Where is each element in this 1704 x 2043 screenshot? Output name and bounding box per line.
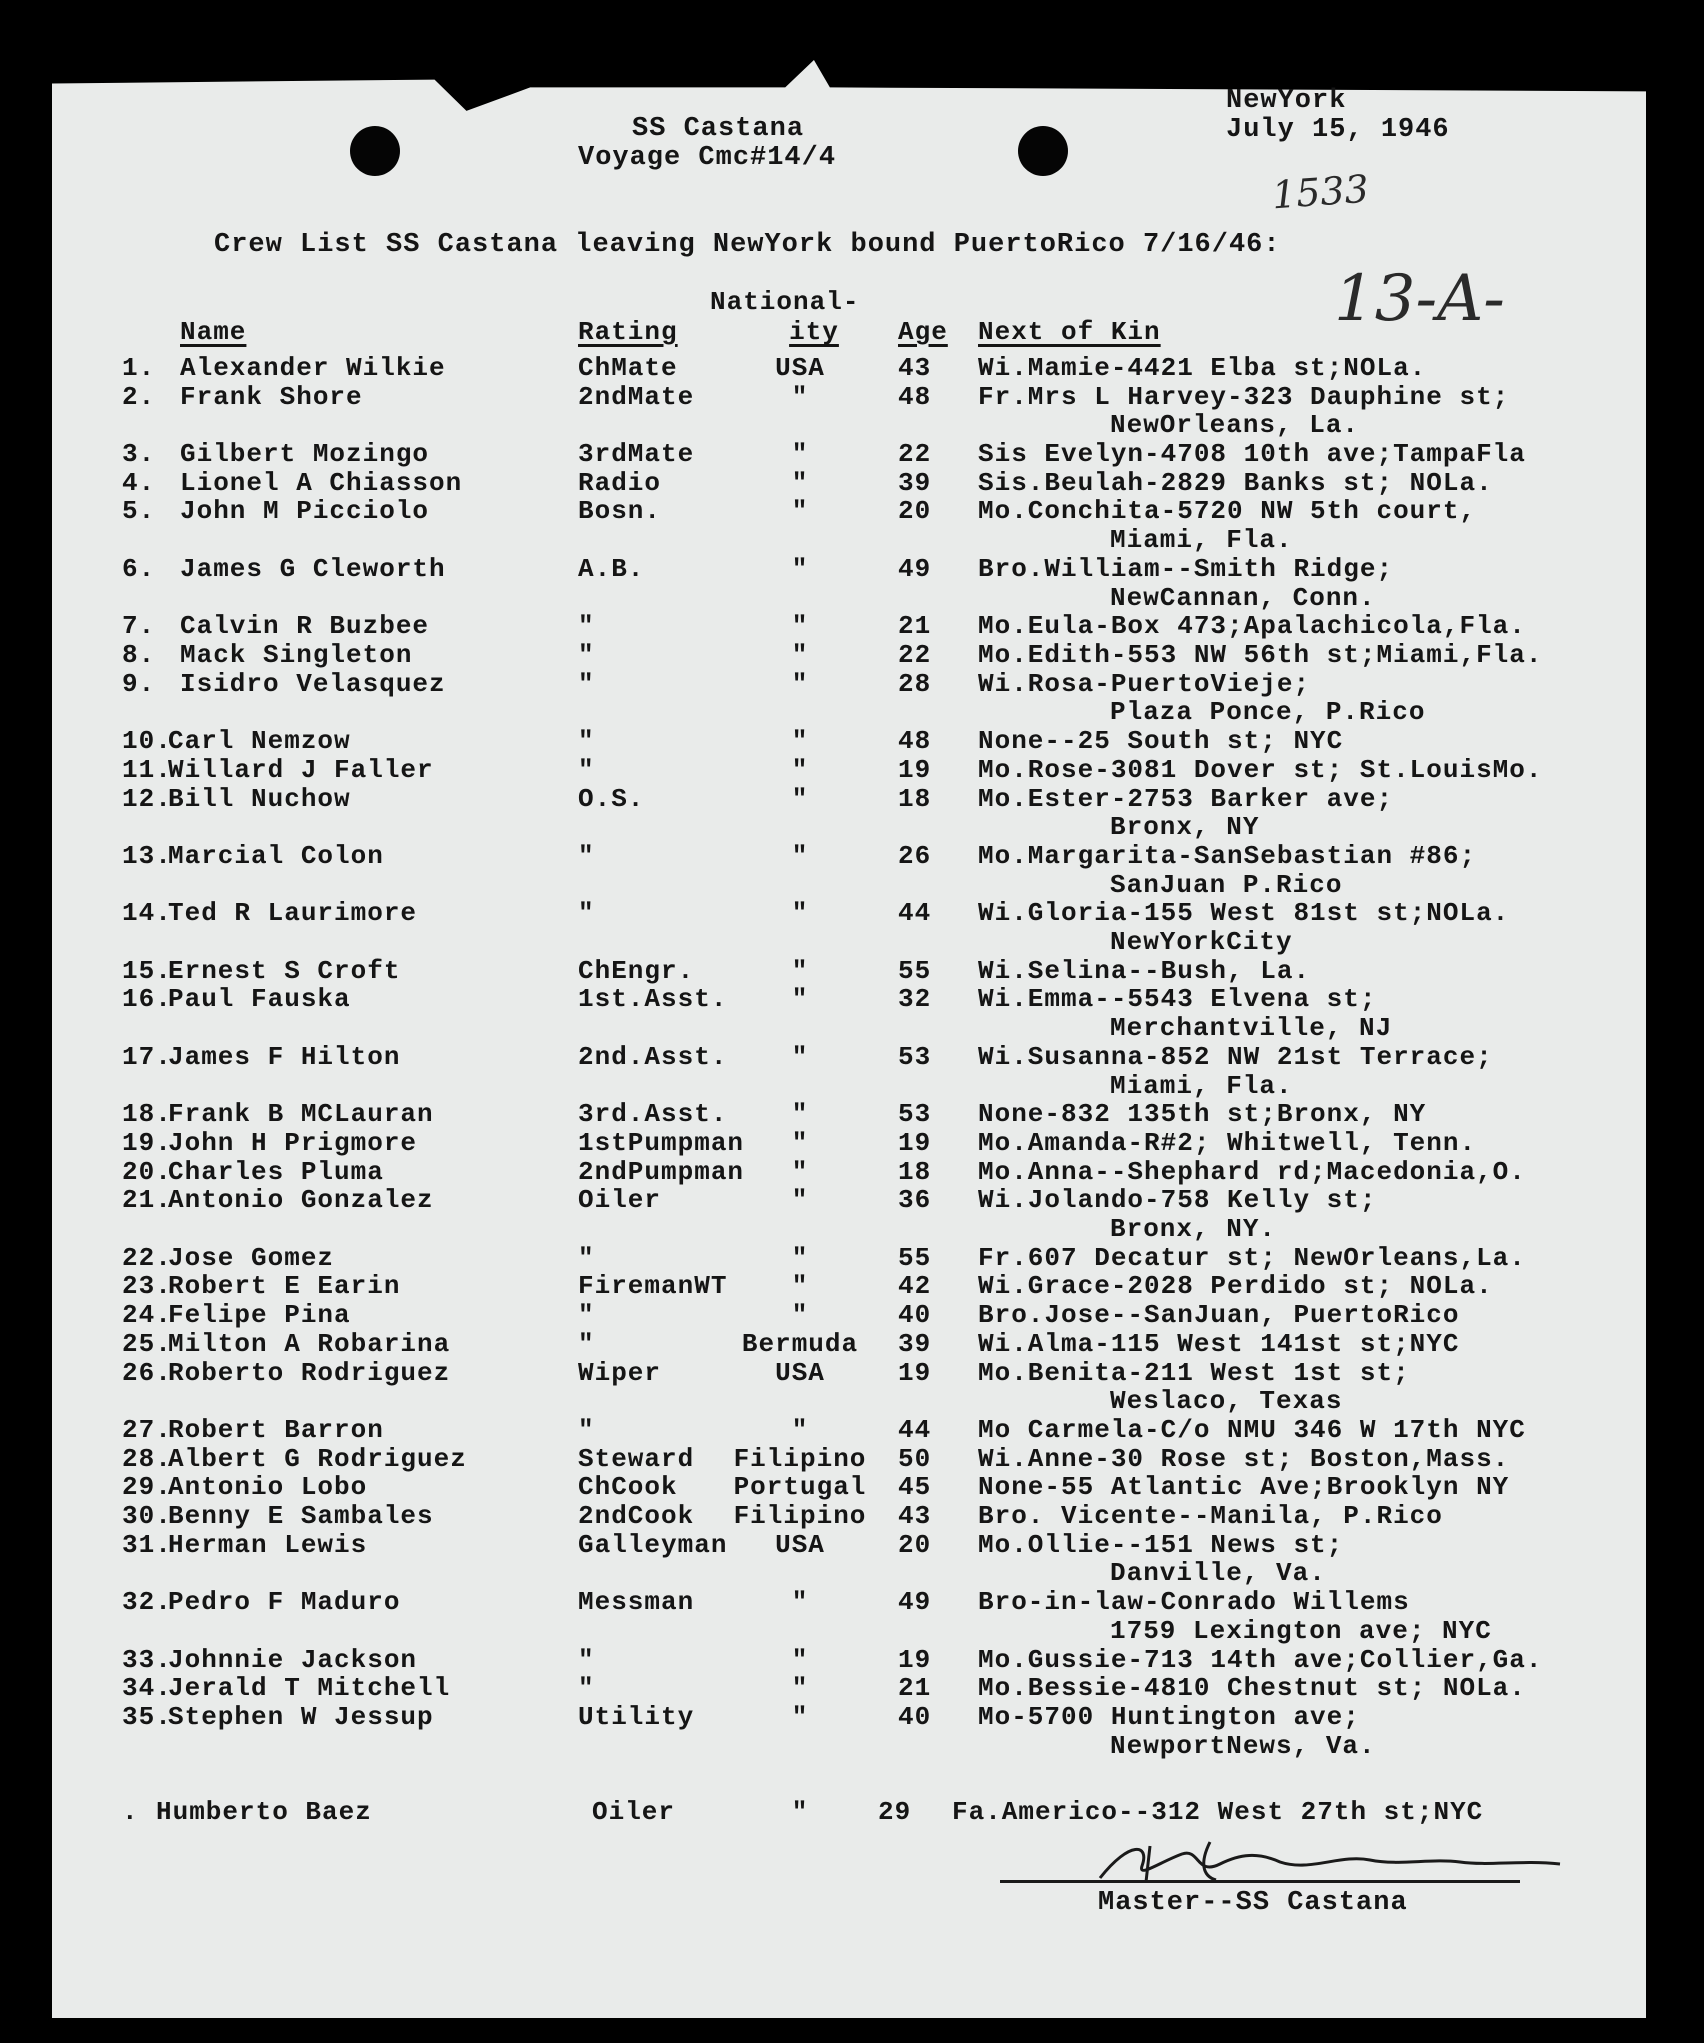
crew-row [0, 1244, 1704, 1272]
crew-name: Stephen W Jessup [168, 1702, 434, 1732]
crew-next-of-kin: Wi.Rosa-PuertoVieje; [978, 669, 1311, 699]
crew-name: Paul Fauska [168, 984, 351, 1014]
crew-row [0, 670, 1704, 698]
extra-number: . [122, 1797, 139, 1827]
column-header-nationality: ity [789, 317, 839, 347]
crew-next-of-kin: Wi.Alma-115 West 141st st;NYC [978, 1329, 1460, 1359]
crew-age: 19 [898, 1358, 932, 1388]
crew-row [0, 1588, 1704, 1616]
crew-rating: Radio [578, 468, 662, 498]
crew-nationality: " [791, 382, 809, 412]
crew-nationality: " [791, 1673, 809, 1703]
crew-next-of-kin-continued: NewOrleans, La. [1110, 410, 1360, 440]
crew-age: 19 [898, 755, 932, 785]
crew-number: 8. [122, 640, 156, 670]
crew-name: James G Cleworth [180, 554, 446, 584]
crew-nationality: Filipino [733, 1501, 867, 1531]
crew-number: 15. [122, 956, 172, 986]
crew-next-of-kin: Bro.William--Smith Ridge; [978, 554, 1394, 584]
crew-nationality: " [791, 1702, 809, 1732]
crew-next-of-kin-continued: Bronx, NY [1110, 812, 1260, 842]
crew-number: 19. [122, 1128, 172, 1158]
crew-number: 11. [122, 755, 172, 785]
crew-age: 19 [898, 1645, 932, 1675]
crew-nationality: " [791, 1128, 809, 1158]
crew-rating: " [578, 755, 595, 785]
crew-name: Robert E Earin [168, 1271, 401, 1301]
crew-rating: " [578, 841, 595, 871]
master-signature [1090, 1832, 1570, 1894]
crew-rating: Utility [578, 1702, 695, 1732]
crew-age: 21 [898, 611, 932, 641]
crew-rating: " [578, 1415, 595, 1445]
crew-nationality: " [791, 726, 809, 756]
column-header-rating: Rating [578, 317, 678, 347]
crew-age: 48 [898, 726, 932, 756]
crew-next-of-kin: Fr.Mrs L Harvey-323 Dauphine st; [978, 382, 1510, 412]
crew-nationality: " [791, 1645, 809, 1675]
crew-nationality: " [791, 554, 809, 584]
crew-number: 4. [122, 468, 156, 498]
crew-rating: " [578, 1329, 595, 1359]
signature-line [1000, 1880, 1520, 1883]
crew-name: Herman Lewis [168, 1530, 368, 1560]
crew-row [0, 1186, 1704, 1214]
crew-next-of-kin: Sis.Beulah-2829 Banks st; NOLa. [978, 468, 1493, 498]
crew-row [0, 440, 1704, 468]
crew-age: 20 [898, 1530, 932, 1560]
crew-number: 7. [122, 611, 156, 641]
crew-nationality: " [791, 1587, 809, 1617]
crew-number: 10. [122, 726, 172, 756]
crew-number: 5. [122, 496, 156, 526]
crew-number: 17. [122, 1042, 172, 1072]
crew-nationality: " [791, 468, 809, 498]
crew-next-of-kin-continued: NewCannan, Conn. [1110, 583, 1376, 613]
crew-age: 48 [898, 382, 932, 412]
crew-name: James F Hilton [168, 1042, 401, 1072]
crew-name: Alexander Wilkie [180, 353, 446, 383]
crew-name: Antonio Lobo [168, 1472, 368, 1502]
crew-next-of-kin: Mo.Amanda-R#2; Whitwell, Tenn. [978, 1128, 1477, 1158]
crew-age: 18 [898, 784, 932, 814]
crew-nationality: " [791, 640, 809, 670]
crew-number: 9. [122, 669, 156, 699]
crew-number: 21. [122, 1185, 172, 1215]
crew-nationality: " [791, 496, 809, 526]
crew-name: Pedro F Maduro [168, 1587, 401, 1617]
column-header-next-of-kin: Next of Kin [978, 317, 1161, 347]
crew-nationality: " [791, 1042, 809, 1072]
header-date: July 15, 1946 [1226, 115, 1450, 145]
crew-rating: " [578, 726, 595, 756]
crew-number: 6. [122, 554, 156, 584]
crew-name: Milton A Robarina [168, 1329, 451, 1359]
crew-next-of-kin: Mo Carmela-C/o NMU 346 W 17th NYC [978, 1415, 1526, 1445]
crew-row [0, 957, 1704, 985]
crew-number: 2. [122, 382, 156, 412]
crew-next-of-kin: None-55 Atlantic Ave;Brooklyn NY [978, 1472, 1510, 1502]
crew-name: John M Picciolo [180, 496, 430, 526]
crew-next-of-kin-continued: Danville, Va. [1110, 1558, 1326, 1588]
crew-rating: Bosn. [578, 496, 662, 526]
crew-row [0, 1330, 1704, 1358]
crew-next-of-kin: Mo.Bessie-4810 Chestnut st; NOLa. [978, 1673, 1526, 1703]
crew-name: Gilbert Mozingo [180, 439, 430, 469]
crew-number: 26. [122, 1358, 172, 1388]
crew-next-of-kin: Wi.Susanna-852 NW 21st Terrace; [978, 1042, 1493, 1072]
crew-number: 29. [122, 1472, 172, 1502]
crew-name: Felipe Pina [168, 1300, 351, 1330]
crew-rating: " [578, 898, 595, 928]
crew-row [0, 555, 1704, 583]
crew-nationality: " [791, 1243, 809, 1273]
crew-row [0, 354, 1704, 382]
crew-name: Marcial Colon [168, 841, 384, 871]
crew-age: 43 [898, 353, 932, 383]
crew-row [0, 756, 1704, 784]
column-header-age: Age [898, 317, 948, 347]
extra-row [0, 1798, 1704, 1826]
crew-next-of-kin: Bro. Vicente--Manila, P.Rico [978, 1501, 1443, 1531]
crew-next-of-kin: Mo.Eula-Box 473;Apalachicola,Fla. [978, 611, 1526, 641]
column-header-nationality-top: National- [710, 287, 860, 317]
crew-nationality: " [791, 611, 809, 641]
crew-rating: Messman [578, 1587, 695, 1617]
crew-age: 22 [898, 439, 932, 469]
crew-nationality: " [791, 1300, 809, 1330]
crew-age: 45 [898, 1472, 932, 1502]
crew-next-of-kin: Wi.Emma--5543 Elvena st; [978, 984, 1377, 1014]
crew-rating: 3rd.Asst. [578, 1099, 728, 1129]
crew-next-of-kin: Fr.607 Decatur st; NewOrleans,La. [978, 1243, 1526, 1273]
crew-next-of-kin: Wi.Selina--Bush, La. [978, 956, 1311, 986]
crew-nationality: " [791, 1099, 809, 1129]
crew-next-of-kin-continued: Miami, Fla. [1110, 525, 1293, 555]
crew-age: 39 [898, 468, 932, 498]
crew-nationality: " [791, 984, 809, 1014]
crew-nationality: USA [775, 1358, 825, 1388]
crew-rating: 2nd.Asst. [578, 1042, 728, 1072]
crew-rating: ChMate [578, 353, 678, 383]
crew-nationality: Portugal [733, 1472, 867, 1502]
crew-name: Bill Nuchow [168, 784, 351, 814]
crew-rating: O.S. [578, 784, 645, 814]
crew-next-of-kin: None--25 South st; NYC [978, 726, 1344, 756]
crew-rating: " [578, 611, 595, 641]
crew-row [0, 1158, 1704, 1186]
crew-row [0, 1445, 1704, 1473]
crew-nationality: " [791, 439, 809, 469]
handwritten-number: 1533 [1270, 166, 1371, 218]
crew-next-of-kin: Mo.Conchita-5720 NW 5th court, [978, 496, 1477, 526]
crew-row [0, 1502, 1704, 1530]
crew-row [0, 1473, 1704, 1501]
crew-row [0, 612, 1704, 640]
crew-nationality: " [791, 1157, 809, 1187]
crew-name: Mack Singleton [180, 640, 413, 670]
crew-rating: " [578, 1243, 595, 1273]
crew-age: 36 [898, 1185, 932, 1215]
crew-number: 30. [122, 1501, 172, 1531]
crew-number: 35. [122, 1702, 172, 1732]
crew-name: Isidro Velasquez [180, 669, 446, 699]
crew-age: 49 [898, 554, 932, 584]
crew-next-of-kin-continued: Plaza Ponce, P.Rico [1110, 697, 1426, 727]
crew-next-of-kin: Wi.Mamie-4421 Elba st;NOLa. [978, 353, 1427, 383]
crew-name: John H Prigmore [168, 1128, 418, 1158]
crew-number: 20. [122, 1157, 172, 1187]
crew-next-of-kin: Mo.Benita-211 West 1st st; [978, 1358, 1410, 1388]
crew-rating: 2ndMate [578, 382, 695, 412]
crew-row [0, 1703, 1704, 1731]
crew-rating: Steward [578, 1444, 695, 1474]
crew-next-of-kin: Mo-5700 Huntington ave; [978, 1702, 1360, 1732]
crew-age: 42 [898, 1271, 932, 1301]
crew-next-of-kin: None-832 135th st;Bronx, NY [978, 1099, 1427, 1129]
crew-age: 18 [898, 1157, 932, 1187]
crew-name: Frank B MCLauran [168, 1099, 434, 1129]
crew-row [0, 1674, 1704, 1702]
crew-nationality: " [791, 755, 809, 785]
crew-row [0, 785, 1704, 813]
crew-next-of-kin: Mo.Anna--Shephard rd;Macedonia,O. [978, 1157, 1526, 1187]
crew-name: Johnnie Jackson [168, 1645, 418, 1675]
crew-row [0, 985, 1704, 1013]
crew-row [0, 497, 1704, 525]
crew-number: 25. [122, 1329, 172, 1359]
column-header-name: Name [180, 317, 247, 347]
crew-row [0, 727, 1704, 755]
crew-rating: " [578, 669, 595, 699]
crew-nationality: " [791, 898, 809, 928]
crew-number: 24. [122, 1300, 172, 1330]
extra-next-of-kin: Fa.Americo--312 West 27th st;NYC [952, 1797, 1484, 1827]
crew-name: Roberto Rodriguez [168, 1358, 451, 1388]
crew-row [0, 383, 1704, 411]
crew-next-of-kin: Bro-in-law-Conrado Willems [978, 1587, 1410, 1617]
crew-age: 26 [898, 841, 932, 871]
crew-number: 22. [122, 1243, 172, 1273]
crew-name: Willard J Faller [168, 755, 434, 785]
crew-age: 53 [898, 1099, 932, 1129]
crew-next-of-kin: Mo.Rose-3081 Dover st; St.LouisMo. [978, 755, 1543, 785]
punch-hole-left [350, 126, 400, 176]
crew-name: Lionel A Chiasson [180, 468, 463, 498]
crew-age: 22 [898, 640, 932, 670]
header-city: NewYork [1226, 86, 1347, 116]
crew-next-of-kin: Wi.Anne-30 Rose st; Boston,Mass. [978, 1444, 1510, 1474]
crew-row [0, 1301, 1704, 1329]
crew-nationality: " [791, 1185, 809, 1215]
crew-age: 21 [898, 1673, 932, 1703]
crew-next-of-kin-continued: Merchantville, NJ [1110, 1013, 1393, 1043]
crew-rating: 3rdMate [578, 439, 695, 469]
crew-age: 44 [898, 898, 932, 928]
crew-rating: 1st.Asst. [578, 984, 728, 1014]
crew-next-of-kin: Wi.Gloria-155 West 81st st;NOLa. [978, 898, 1510, 928]
crew-rating: " [578, 640, 595, 670]
crew-nationality: " [791, 1415, 809, 1445]
crew-rating: Oiler [578, 1185, 662, 1215]
crew-next-of-kin: Mo.Gussie-713 14th ave;Collier,Ga. [978, 1645, 1543, 1675]
crew-age: 32 [898, 984, 932, 1014]
crew-name: Ernest S Croft [168, 956, 401, 986]
crew-age: 43 [898, 1501, 932, 1531]
crew-rating: ChCook [578, 1472, 678, 1502]
extra-age: 29 [878, 1797, 912, 1827]
crew-age: 49 [898, 1587, 932, 1617]
crew-nationality: " [791, 1271, 809, 1301]
crew-row [0, 1531, 1704, 1559]
crew-next-of-kin: Mo.Margarita-SanSebastian #86; [978, 841, 1477, 871]
punch-hole-right [1018, 126, 1068, 176]
crew-row [0, 1272, 1704, 1300]
crew-row [0, 469, 1704, 497]
extra-nationality: " [791, 1797, 809, 1827]
crew-age: 55 [898, 1243, 932, 1273]
crew-age: 28 [898, 669, 932, 699]
crew-rating: ChEngr. [578, 956, 695, 986]
crew-number: 18. [122, 1099, 172, 1129]
crew-row [0, 641, 1704, 669]
voyage-number: Voyage Cmc#14/4 [578, 143, 837, 173]
crew-name: Benny E Sambales [168, 1501, 434, 1531]
crew-age: 53 [898, 1042, 932, 1072]
crew-age: 44 [898, 1415, 932, 1445]
extra-rating: Oiler [592, 1797, 676, 1827]
crew-name: Ted R Laurimore [168, 898, 418, 928]
crew-nationality: " [791, 784, 809, 814]
crew-nationality: " [791, 956, 809, 986]
crew-row [0, 1129, 1704, 1157]
crew-next-of-kin: Mo.Ester-2753 Barker ave; [978, 784, 1394, 814]
crew-row [0, 899, 1704, 927]
crew-number: 12. [122, 784, 172, 814]
crew-row [0, 1416, 1704, 1444]
crew-number: 14. [122, 898, 172, 928]
crew-nationality: " [791, 841, 809, 871]
crew-row [0, 1100, 1704, 1128]
handwritten-code: 13-A- [1334, 262, 1505, 336]
crew-name: Jose Gomez [168, 1243, 335, 1273]
crew-number: 3. [122, 439, 156, 469]
crew-name: Jerald T Mitchell [168, 1673, 451, 1703]
crew-next-of-kin-continued: NewYorkCity [1110, 927, 1293, 957]
crew-rating: 2ndPumpman [578, 1157, 745, 1187]
crew-number: 33. [122, 1645, 172, 1675]
crew-age: 20 [898, 496, 932, 526]
crew-age: 50 [898, 1444, 932, 1474]
crew-age: 55 [898, 956, 932, 986]
crew-next-of-kin: Bro.Jose--SanJuan, PuertoRico [978, 1300, 1460, 1330]
crew-number: 23. [122, 1271, 172, 1301]
crew-number: 31. [122, 1530, 172, 1560]
crew-age: 40 [898, 1702, 932, 1732]
crew-rating: Wiper [578, 1358, 662, 1388]
crew-rating: " [578, 1673, 595, 1703]
crew-next-of-kin: Mo.Edith-553 NW 56th st;Miami,Fla. [978, 640, 1543, 670]
crew-name: Calvin R Buzbee [180, 611, 430, 641]
crew-number: 16. [122, 984, 172, 1014]
crew-rating: A.B. [578, 554, 645, 584]
crew-next-of-kin-continued: Weslaco, Texas [1110, 1386, 1343, 1416]
crew-name: Charles Pluma [168, 1157, 384, 1187]
crew-next-of-kin: Wi.Jolando-758 Kelly st; [978, 1185, 1377, 1215]
crew-next-of-kin: Wi.Grace-2028 Perdido st; NOLa. [978, 1271, 1493, 1301]
crew-number: 32. [122, 1587, 172, 1617]
crew-rating: FiremanWT [578, 1271, 728, 1301]
crew-row [0, 1646, 1704, 1674]
crew-row [0, 1043, 1704, 1071]
crew-rating: 2ndCook [578, 1501, 695, 1531]
crew-name: Carl Nemzow [168, 726, 351, 756]
crew-row [0, 1359, 1704, 1387]
crew-nationality: " [791, 669, 809, 699]
crew-name: Antonio Gonzalez [168, 1185, 434, 1215]
crew-age: 19 [898, 1128, 932, 1158]
crew-next-of-kin: Mo.Ollie--151 News st; [978, 1530, 1344, 1560]
document-title: Crew List SS Castana leaving NewYork bound PuertoRico 7/16/46: [214, 230, 1281, 260]
crew-name: Frank Shore [180, 382, 363, 412]
crew-rating: " [578, 1645, 595, 1675]
crew-next-of-kin-continued: Miami, Fla. [1110, 1071, 1293, 1101]
crew-number: 13. [122, 841, 172, 871]
crew-row [0, 842, 1704, 870]
crew-nationality: USA [775, 353, 825, 383]
crew-next-of-kin-continued: NewportNews, Va. [1110, 1731, 1376, 1761]
crew-number: 34. [122, 1673, 172, 1703]
crew-name: Albert G Rodriguez [168, 1444, 467, 1474]
crew-name: Robert Barron [168, 1415, 384, 1445]
crew-nationality: USA [775, 1530, 825, 1560]
crew-age: 40 [898, 1300, 932, 1330]
crew-rating: Galleyman [578, 1530, 728, 1560]
crew-rating: " [578, 1300, 595, 1330]
crew-rating: 1stPumpman [578, 1128, 745, 1158]
crew-number: 27. [122, 1415, 172, 1445]
crew-next-of-kin-continued: 1759 Lexington ave; NYC [1110, 1616, 1492, 1646]
signature-caption: Master--SS Castana [1098, 1888, 1408, 1918]
ship-name: SS Castana [632, 114, 805, 144]
crew-nationality: Bermuda [741, 1329, 859, 1359]
extra-name: Humberto Baez [156, 1797, 372, 1827]
crew-next-of-kin-continued: Bronx, NY. [1110, 1214, 1277, 1244]
crew-next-of-kin-continued: SanJuan P.Rico [1110, 870, 1343, 900]
crew-age: 39 [898, 1329, 932, 1359]
crew-next-of-kin: Sis Evelyn-4708 10th ave;TampaFla [978, 439, 1526, 469]
crew-nationality: Filipino [733, 1444, 867, 1474]
crew-number: 1. [122, 353, 156, 383]
crew-number: 28. [122, 1444, 172, 1474]
